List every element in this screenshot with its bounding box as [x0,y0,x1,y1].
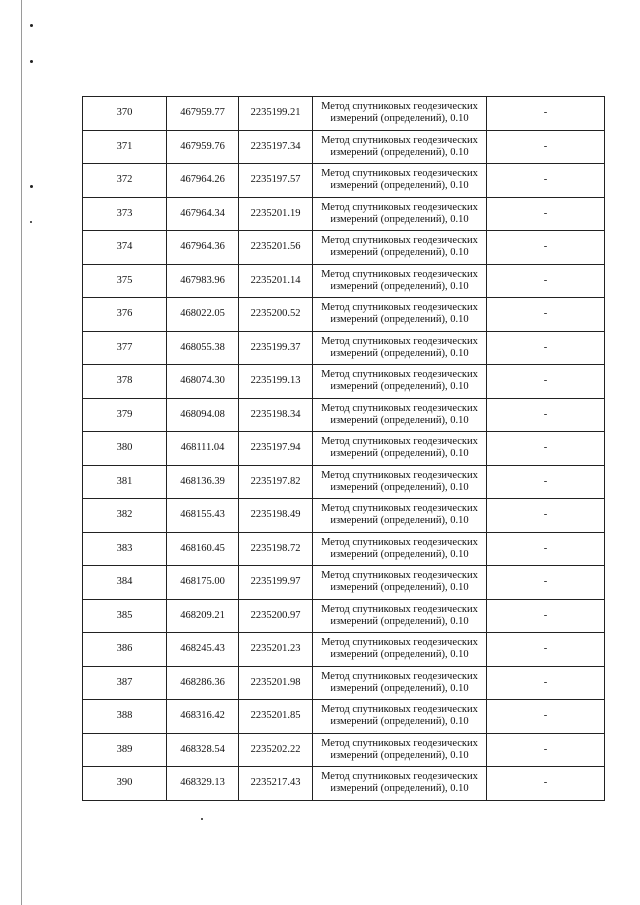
point-number-cell: 373 [83,197,167,231]
x-coordinate-cell: 467964.36 [167,231,239,265]
method-text-line2: измерений (определений), 0.10 [330,649,469,661]
description-cell: - [487,633,605,667]
table-row [83,499,605,533]
method-cell [313,164,487,198]
table-row [83,633,605,667]
method-text-line1: Метод спутниковых геодезических [321,436,478,448]
method-cell [313,532,487,566]
table-row [83,767,605,801]
y-coordinate-cell: 2235201.98 [239,666,313,700]
table-row [83,465,605,499]
point-number-cell: 385 [83,599,167,633]
method-cell [313,465,487,499]
description-cell: - [487,264,605,298]
table-row [83,532,605,566]
table-row [83,164,605,198]
method-text-line1: Метод спутниковых геодезических [321,670,478,682]
method-text-line2: измерений (определений), 0.10 [330,582,469,594]
method-text-line2: измерений (определений), 0.10 [330,414,469,426]
description-cell: - [487,365,605,399]
point-number-cell: 384 [83,566,167,600]
table-row [83,700,605,734]
method-text-line2: измерений (определений), 0.10 [330,682,469,694]
point-number-cell: 378 [83,365,167,399]
y-coordinate-cell: 2235201.14 [239,264,313,298]
description-cell: - [487,97,605,131]
x-coordinate-cell: 468329.13 [167,767,239,801]
method-text-line1: Метод спутниковых геодезических [321,536,478,548]
description-cell: - [487,231,605,265]
y-coordinate-cell: 2235197.34 [239,130,313,164]
description-cell: - [487,130,605,164]
method-cell [313,264,487,298]
method-cell [313,700,487,734]
method-cell [313,767,487,801]
point-number-cell: 377 [83,331,167,365]
method-text-line2: измерений (определений), 0.10 [330,314,469,326]
point-number-cell: 387 [83,666,167,700]
x-coordinate-cell: 467964.34 [167,197,239,231]
method-cell [313,499,487,533]
scan-edge-line [21,0,22,905]
point-number-cell: 386 [83,633,167,667]
method-cell [313,566,487,600]
method-text-line2: измерений (определений), 0.10 [330,381,469,393]
description-cell: - [487,767,605,801]
method-text-line2: измерений (определений), 0.10 [330,749,469,761]
method-text-line1: Метод спутниковых геодезических [321,737,478,749]
point-number-cell: 379 [83,398,167,432]
x-coordinate-cell: 467983.96 [167,264,239,298]
y-coordinate-cell: 2235200.97 [239,599,313,633]
point-number-cell: 370 [83,97,167,131]
point-number-cell: 389 [83,733,167,767]
table-row [83,398,605,432]
method-cell [313,298,487,332]
coordinates-table [82,96,605,801]
method-text-line2: измерений (определений), 0.10 [330,615,469,627]
description-cell: - [487,599,605,633]
method-cell [313,398,487,432]
y-coordinate-cell: 2235201.23 [239,633,313,667]
method-text-line1: Метод спутниковых геодезических [321,134,478,146]
method-text-line1: Метод спутниковых геодезических [321,704,478,716]
x-coordinate-cell: 468245.43 [167,633,239,667]
method-text-line1: Метод спутниковых геодезических [321,369,478,381]
x-coordinate-cell: 468074.30 [167,365,239,399]
x-coordinate-cell: 468094.08 [167,398,239,432]
table-row [83,130,605,164]
x-coordinate-cell: 468209.21 [167,599,239,633]
method-text-line1: Метод спутниковых геодезических [321,201,478,213]
scan-speck [30,24,33,27]
description-cell: - [487,499,605,533]
point-number-cell: 371 [83,130,167,164]
y-coordinate-cell: 2235197.94 [239,432,313,466]
x-coordinate-cell: 468175.00 [167,566,239,600]
x-coordinate-cell: 468160.45 [167,532,239,566]
method-cell [313,130,487,164]
table-row [83,231,605,265]
table-row [83,197,605,231]
method-cell [313,331,487,365]
coordinates-table-body [83,97,605,801]
method-text-line1: Метод спутниковых геодезических [321,101,478,113]
point-number-cell: 388 [83,700,167,734]
method-cell [313,197,487,231]
y-coordinate-cell: 2235198.49 [239,499,313,533]
method-text-line1: Метод спутниковых геодезических [321,637,478,649]
y-coordinate-cell: 2235199.13 [239,365,313,399]
x-coordinate-cell: 468328.54 [167,733,239,767]
description-cell: - [487,700,605,734]
table-row [83,365,605,399]
table-row [83,97,605,131]
method-text-line2: измерений (определений), 0.10 [330,548,469,560]
y-coordinate-cell: 2235201.85 [239,700,313,734]
point-number-cell: 390 [83,767,167,801]
method-text-line1: Метод спутниковых геодезических [321,503,478,515]
table-row [83,566,605,600]
x-coordinate-cell: 468155.43 [167,499,239,533]
method-text-line2: измерений (определений), 0.10 [330,280,469,292]
y-coordinate-cell: 2235202.22 [239,733,313,767]
x-coordinate-cell: 467964.26 [167,164,239,198]
method-text-line2: измерений (определений), 0.10 [330,113,469,125]
method-text-line2: измерений (определений), 0.10 [330,213,469,225]
description-cell: - [487,532,605,566]
table-row [83,733,605,767]
method-cell [313,599,487,633]
method-cell [313,432,487,466]
method-text-line2: измерений (определений), 0.10 [330,716,469,728]
description-cell: - [487,733,605,767]
y-coordinate-cell: 2235197.82 [239,465,313,499]
method-text-line1: Метод спутниковых геодезических [321,268,478,280]
table-row [83,298,605,332]
x-coordinate-cell: 468111.04 [167,432,239,466]
description-cell: - [487,398,605,432]
x-coordinate-cell: 467959.77 [167,97,239,131]
method-cell [313,733,487,767]
method-cell [313,666,487,700]
method-text-line2: измерений (определений), 0.10 [330,783,469,795]
point-number-cell: 383 [83,532,167,566]
table-row [83,666,605,700]
y-coordinate-cell: 2235199.37 [239,331,313,365]
table-row [83,432,605,466]
method-cell [313,633,487,667]
x-coordinate-cell: 468055.38 [167,331,239,365]
method-text-line2: измерений (определений), 0.10 [330,515,469,527]
point-number-cell: 380 [83,432,167,466]
y-coordinate-cell: 2235197.57 [239,164,313,198]
point-number-cell: 375 [83,264,167,298]
y-coordinate-cell: 2235200.52 [239,298,313,332]
method-text-line1: Метод спутниковых геодезических [321,302,478,314]
method-text-line1: Метод спутниковых геодезических [321,235,478,247]
method-cell [313,365,487,399]
x-coordinate-cell: 467959.76 [167,130,239,164]
method-text-line1: Метод спутниковых геодезических [321,469,478,481]
description-cell: - [487,666,605,700]
point-number-cell: 374 [83,231,167,265]
method-text-line1: Метод спутниковых геодезических [321,570,478,582]
description-cell: - [487,566,605,600]
method-text-line1: Метод спутниковых геодезических [321,168,478,180]
x-coordinate-cell: 468286.36 [167,666,239,700]
y-coordinate-cell: 2235217.43 [239,767,313,801]
x-coordinate-cell: 468136.39 [167,465,239,499]
x-coordinate-cell: 468316.42 [167,700,239,734]
method-text-line2: измерений (определений), 0.10 [330,481,469,493]
point-number-cell: 381 [83,465,167,499]
description-cell: - [487,164,605,198]
table-row [83,331,605,365]
method-text-line1: Метод спутниковых геодезических [321,603,478,615]
y-coordinate-cell: 2235199.21 [239,97,313,131]
method-cell [313,231,487,265]
method-text-line2: измерений (определений), 0.10 [330,180,469,192]
method-text-line1: Метод спутниковых геодезических [321,402,478,414]
method-text-line2: измерений (определений), 0.10 [330,347,469,359]
y-coordinate-cell: 2235201.19 [239,197,313,231]
method-text-line2: измерений (определений), 0.10 [330,448,469,460]
point-number-cell: 382 [83,499,167,533]
description-cell: - [487,197,605,231]
scan-speck [201,818,203,820]
scan-speck [30,221,32,223]
table-row [83,599,605,633]
description-cell: - [487,465,605,499]
method-text-line2: измерений (определений), 0.10 [330,146,469,158]
scan-speck [30,185,33,188]
method-text-line1: Метод спутниковых геодезических [321,335,478,347]
y-coordinate-cell: 2235201.56 [239,231,313,265]
x-coordinate-cell: 468022.05 [167,298,239,332]
description-cell: - [487,331,605,365]
scan-speck [30,60,33,63]
point-number-cell: 372 [83,164,167,198]
y-coordinate-cell: 2235198.72 [239,532,313,566]
point-number-cell: 376 [83,298,167,332]
method-cell [313,97,487,131]
y-coordinate-cell: 2235199.97 [239,566,313,600]
description-cell: - [487,432,605,466]
table-row [83,264,605,298]
y-coordinate-cell: 2235198.34 [239,398,313,432]
description-cell: - [487,298,605,332]
method-text-line1: Метод спутниковых геодезических [321,771,478,783]
method-text-line2: измерений (определений), 0.10 [330,247,469,259]
